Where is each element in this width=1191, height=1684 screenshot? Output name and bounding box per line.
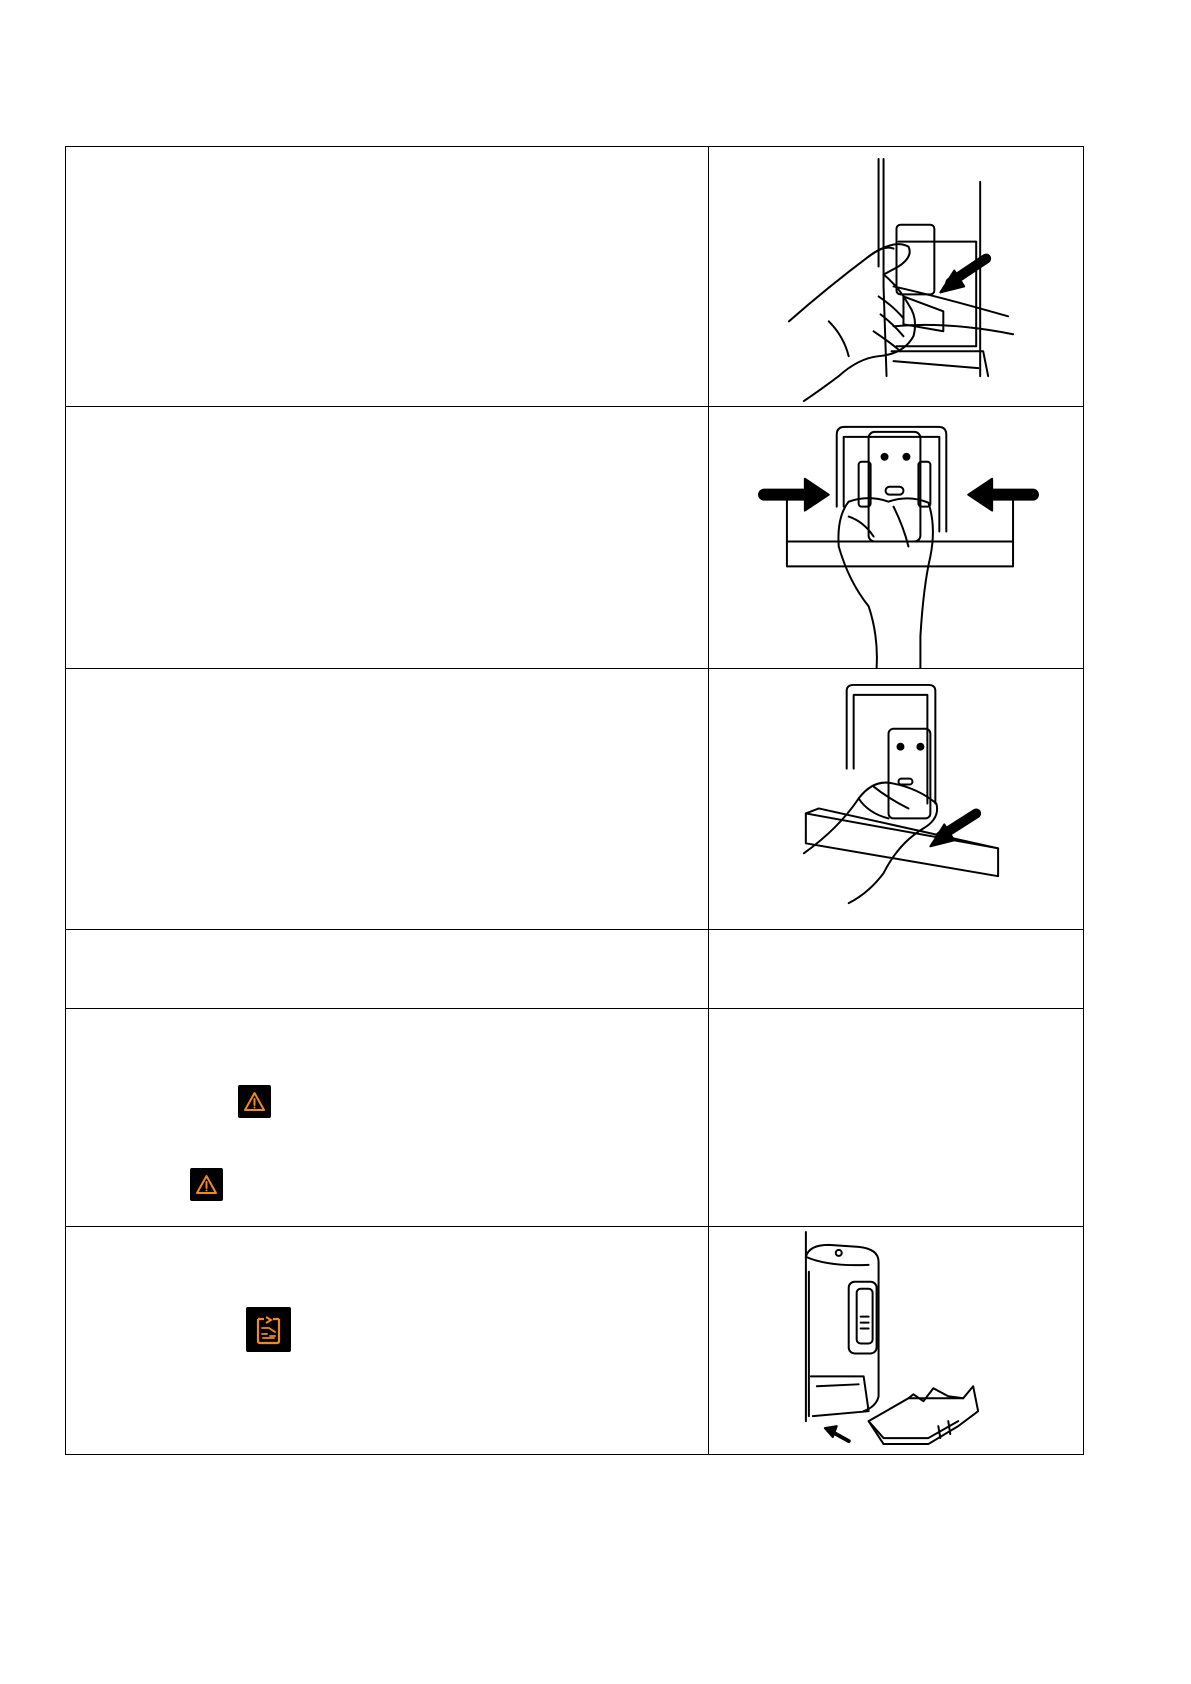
grounds-container-icon	[246, 1307, 291, 1352]
instruction-text-cell	[66, 407, 709, 669]
remove-brew-unit-illustration	[709, 669, 1083, 929]
illustration-cell	[709, 147, 1084, 407]
illustration-cell	[709, 1009, 1084, 1227]
instruction-text-cell	[66, 669, 709, 930]
instruction-text-cell	[66, 1227, 709, 1455]
open-door-illustration	[709, 147, 1083, 406]
table-row	[66, 1009, 1084, 1227]
table-row	[66, 147, 1084, 407]
illustration-cell	[709, 669, 1084, 930]
instruction-text-cell	[66, 930, 709, 1009]
instruction-text-cell	[66, 147, 709, 407]
instruction-table	[65, 146, 1084, 1455]
illustration-cell	[709, 407, 1084, 669]
warning-icon	[190, 1168, 223, 1201]
table-row	[66, 930, 1084, 1009]
table-row	[66, 1227, 1084, 1455]
table-row	[66, 669, 1084, 930]
illustration-cell	[709, 1227, 1084, 1455]
drip-tray-removal-illustration	[709, 1227, 1083, 1454]
illustration-cell	[709, 930, 1084, 1009]
warning-icon	[238, 1085, 271, 1118]
squeeze-tabs-illustration	[709, 407, 1083, 668]
table-row	[66, 407, 1084, 669]
instruction-text-cell	[66, 1009, 709, 1227]
